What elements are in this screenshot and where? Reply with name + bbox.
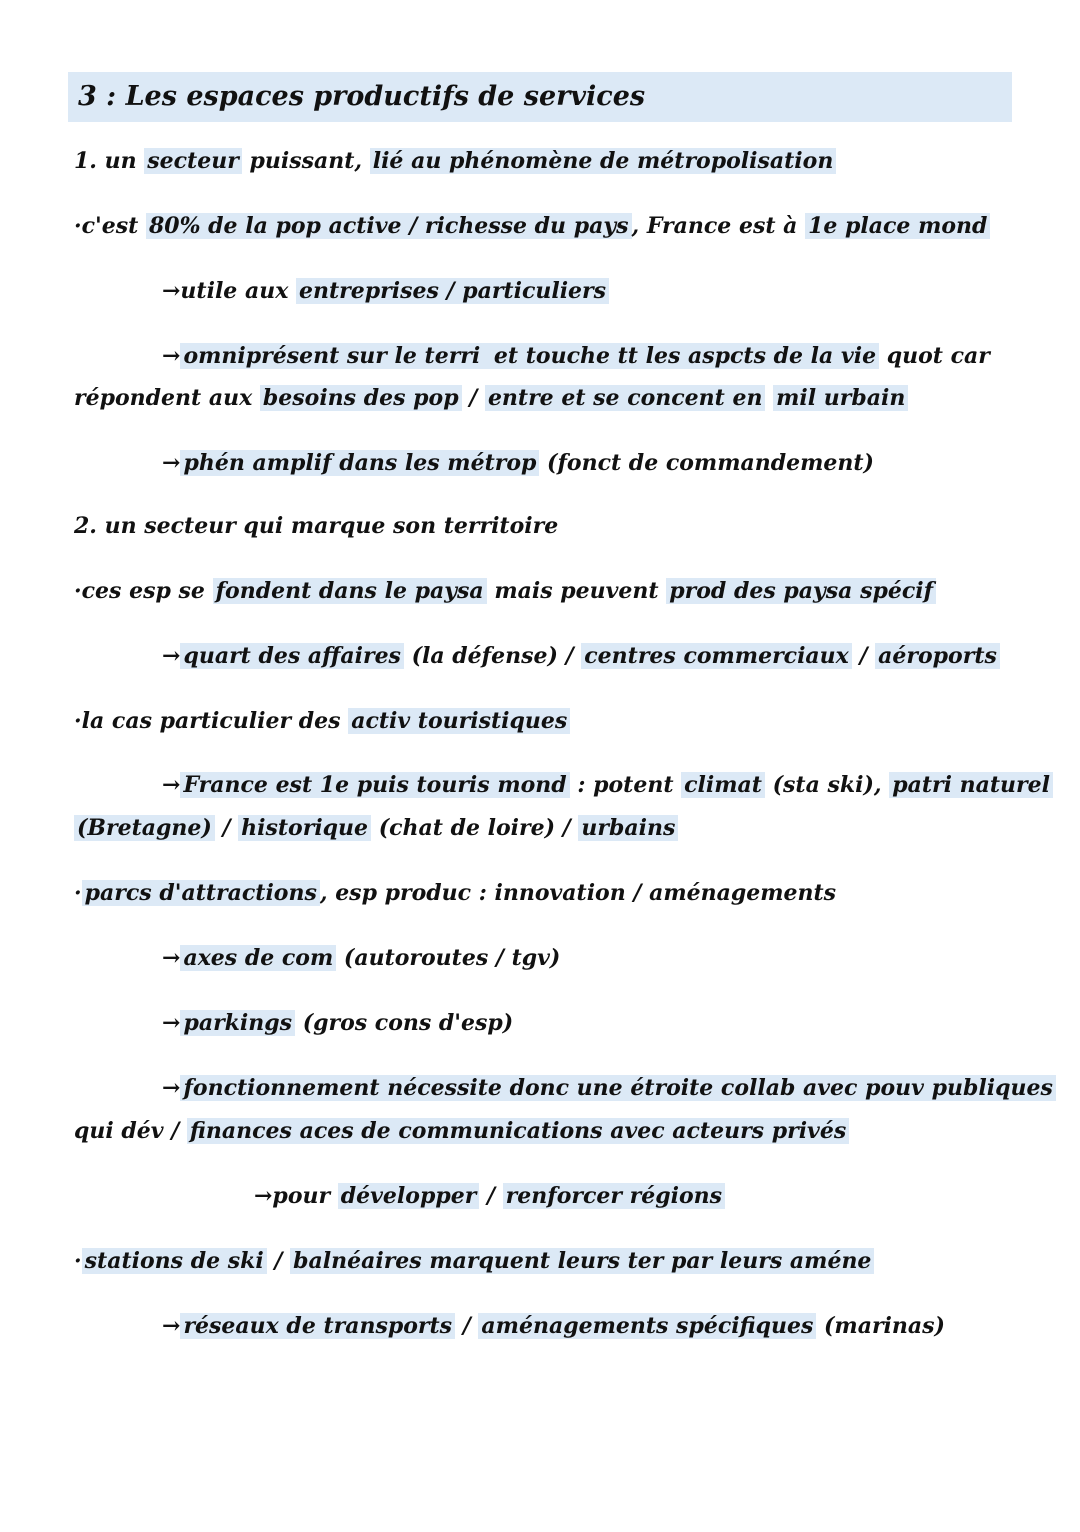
note-line-15: → parkings (gros cons d'esp) bbox=[162, 1010, 514, 1036]
highlight: (Bretagne) bbox=[74, 815, 215, 841]
highlight: urbains bbox=[578, 815, 678, 841]
note-line-6: → phén amplif dans les métrop (fonct de commandement) bbox=[162, 450, 874, 476]
highlight: mil urbain bbox=[773, 385, 908, 411]
note-line-7: 2. un secteur qui marque son territoire bbox=[74, 513, 559, 539]
highlight: besoins des pop bbox=[260, 385, 462, 411]
highlight: parkings bbox=[180, 1010, 295, 1036]
highlight: réseaux de transports bbox=[180, 1313, 455, 1339]
highlight: entre et se concent en bbox=[485, 385, 766, 411]
note-line-13: · parcs d'attractions , esp produc : innovation / aménagements bbox=[74, 880, 837, 906]
section-number: 3 : bbox=[78, 81, 126, 112]
highlight: quart des affaires bbox=[180, 643, 404, 669]
note-line-17: qui dév / finances aces de communications avec acteurs privés bbox=[74, 1116, 849, 1146]
note-line-10: ·la cas particulier des activ touristiques bbox=[74, 706, 570, 736]
highlight: patri naturel bbox=[889, 772, 1053, 798]
note-line-11: → France est 1e puis touris mond : potent climat (sta ski), patri naturel bbox=[162, 770, 1053, 800]
highlight: 80% de la pop active / richesse du pays bbox=[146, 213, 632, 239]
highlight: fonctionnement nécessite donc une étroite collab avec pouv publiques bbox=[180, 1075, 1055, 1101]
highlight: aéroports bbox=[875, 643, 1000, 669]
highlight: historique bbox=[238, 815, 371, 841]
highlight: parcs d'attractions bbox=[82, 880, 320, 906]
highlight: lié au phénomène de métropolisation bbox=[370, 148, 837, 174]
highlight: et touche tt les aspcts de la vie bbox=[483, 343, 879, 369]
highlight: 1e place mond bbox=[805, 213, 990, 239]
note-line-2: ·c'est 80% de la pop active / richesse du pays , France est à 1e place mond bbox=[74, 211, 990, 241]
note-line-3: →utile aux entreprises / particuliers bbox=[162, 276, 609, 306]
highlight: balnéaires marquent leurs ter par leurs améne bbox=[290, 1248, 874, 1274]
note-line-16: → fonctionnement nécessite donc une étroite collab avec pouv publiques bbox=[162, 1073, 1056, 1103]
note-line-4: → omniprésent sur le terri et touche tt les aspcts de la vie quot car bbox=[162, 343, 990, 369]
highlight: aménagements spécifiques bbox=[478, 1313, 816, 1339]
highlight: omniprésent sur le terri bbox=[180, 343, 483, 369]
highlight: prod des paysa spécif bbox=[666, 578, 936, 604]
highlight: entreprises / particuliers bbox=[296, 278, 609, 304]
highlight: fondent dans le paysa bbox=[213, 578, 487, 604]
note-line-5: répondent aux besoins des pop / entre et se concent en mil urbain bbox=[74, 383, 908, 413]
section-title-text: Les espaces productifs de services bbox=[125, 81, 646, 112]
highlight: climat bbox=[681, 772, 765, 798]
note-line-18: →pour développer / renforcer régions bbox=[254, 1181, 725, 1211]
note-line-1: 1. un secteur puissant, lié au phénomène de métropolisation bbox=[74, 146, 836, 176]
highlight: développer bbox=[338, 1183, 480, 1209]
section-title bbox=[78, 78, 645, 116]
note-line-19: · stations de ski / balnéaires marquent leurs ter par leurs améne bbox=[74, 1246, 874, 1276]
note-line-14: → axes de com (autoroutes / tgv) bbox=[162, 945, 561, 971]
highlight: stations de ski bbox=[82, 1248, 267, 1274]
highlight: phén amplif dans les métrop bbox=[180, 450, 539, 476]
highlight: secteur bbox=[144, 148, 242, 174]
highlight: renforcer régions bbox=[503, 1183, 725, 1209]
note-line-12: (Bretagne) / historique (chat de loire) / urbains bbox=[74, 813, 678, 843]
highlight: activ touristiques bbox=[348, 708, 570, 734]
highlight: centres commerciaux bbox=[581, 643, 852, 669]
highlight: axes de com bbox=[180, 945, 336, 971]
highlight: France est 1e puis touris mond bbox=[180, 772, 569, 798]
note-line-20: → réseaux de transports / aménagements spécifiques (marinas) bbox=[162, 1313, 945, 1339]
note-line-9: → quart des affaires (la défense) / centres commerciaux / aéroports bbox=[162, 641, 1000, 671]
note-line-8: ·ces esp se fondent dans le paysa mais peuvent prod des paysa spécif bbox=[74, 576, 936, 606]
highlight: finances aces de communications avec acteurs privés bbox=[187, 1118, 849, 1144]
